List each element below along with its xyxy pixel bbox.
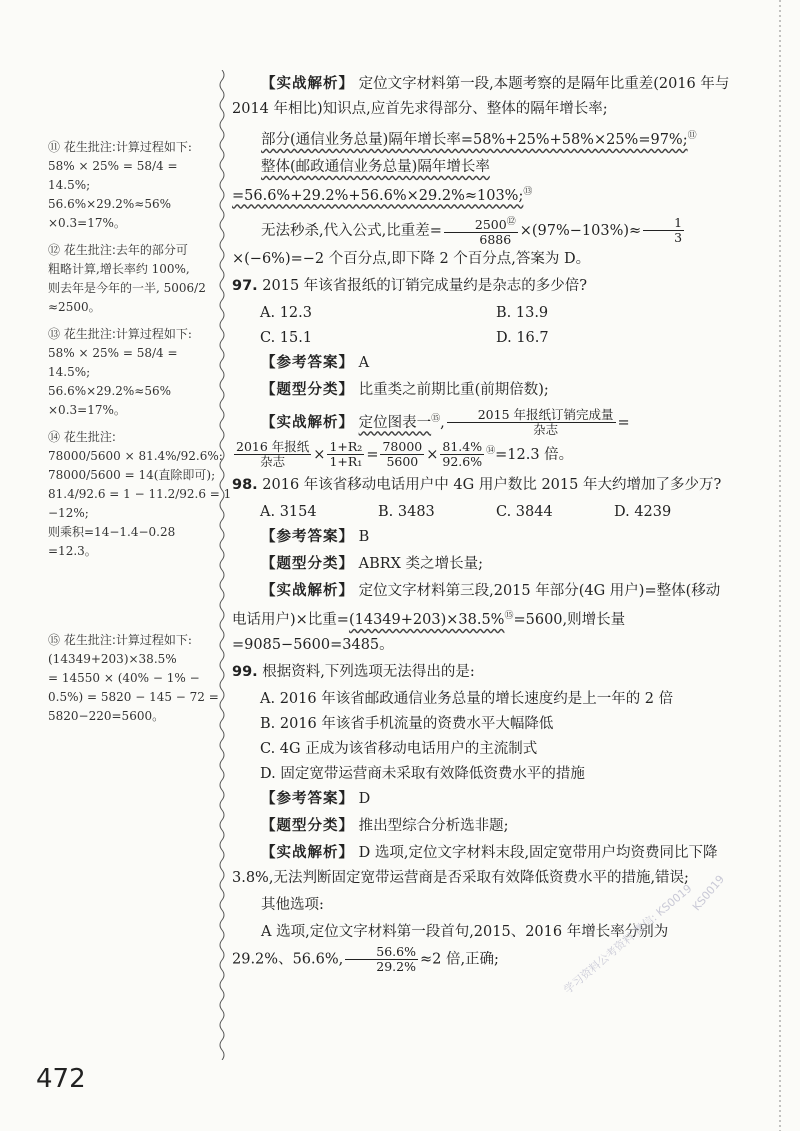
frac-numerator: 2016 年报纸 <box>236 439 310 455</box>
q99-stem <box>232 660 732 685</box>
q99-answer <box>232 787 732 812</box>
type-value: 比重类之前期比重(前期倍数); <box>358 381 549 398</box>
question-text: 根据资料,下列选项无法得出的是: <box>262 664 475 681</box>
frac-denominator: 1+R₁ <box>329 454 363 470</box>
q97-analysis <box>232 407 732 437</box>
times-sign: × <box>313 446 326 463</box>
ref-mark: ⑮ <box>431 413 441 424</box>
q97-type <box>232 378 732 403</box>
question-text: 2015 年该省报纸的订销完成量约是杂志的多少倍? <box>262 277 588 294</box>
q98-type <box>232 552 732 577</box>
q98-answer <box>232 525 732 550</box>
frac-denominator: 杂志 <box>533 422 559 438</box>
option: B. 2016 年该省手机流量的资费水平大幅降低 <box>260 716 554 733</box>
annotation-line: 58% × 25% = 58/4 = <box>48 159 178 173</box>
option: B. 13.9 <box>496 304 549 321</box>
q96-formula <box>232 215 732 272</box>
option: B. 3483 <box>378 504 435 521</box>
q98-analysis <box>232 579 732 658</box>
annotation-head: ⑭ 花生批注: <box>48 430 116 444</box>
frac-denominator: 92.6% <box>442 454 483 470</box>
frac-numerator: 81.4% <box>442 439 483 455</box>
ref-mark: ⑮ <box>504 611 514 622</box>
frac-denominator: 5600 <box>386 454 419 470</box>
q96-part-rate <box>232 124 732 153</box>
annotation-line: 81.4/92.6 = 1 − 11.2/92.6 = 1 <box>48 487 232 501</box>
annotation-line: 5820−220=5600。 <box>48 709 165 723</box>
q97-answer <box>232 351 732 376</box>
analysis-tag: 【实战解析】 <box>261 76 354 92</box>
type-tag: 【题型分类】 <box>261 381 354 398</box>
annotation-line: 计算过程如下: <box>115 327 192 341</box>
annotation-line: 14.5%; <box>48 178 91 192</box>
annotation-line: 78000/5600 = 14(直除即可); <box>48 468 216 482</box>
q96-analysis <box>232 72 732 122</box>
q99-option-a-analysis <box>232 920 732 974</box>
result-text: =12.3 倍。 <box>495 446 574 463</box>
answer-tag: 【参考答案】 <box>261 529 354 546</box>
q99-type <box>232 814 732 839</box>
annotation-line: 则乘积=14−1.4−0.28 <box>48 525 176 539</box>
equals-sign: = <box>366 446 379 463</box>
other-options-label: 其他选项: <box>261 897 324 914</box>
annotation-line: ×0.3=17%。 <box>48 216 126 230</box>
analysis-tag: 【实战解析】 <box>261 845 354 862</box>
frac-numerator: 1+R₂ <box>329 439 363 455</box>
analysis-text: A 选项,定位文字材料第一段首句,2015、2016 年增长率分别为 29.2%、56.6%, <box>232 924 669 968</box>
q97-options <box>232 301 732 351</box>
annotation-line: 粗略计算,增长率约 100%, <box>48 262 190 276</box>
frac-numerator: 78000 <box>382 439 423 455</box>
frac-numerator: 2015 年报纸订销完成量 <box>447 408 616 423</box>
frac-numerator: 56.6% <box>345 945 418 960</box>
watermark: KS0019 <box>690 872 728 914</box>
fraction <box>440 440 484 469</box>
q98-options <box>232 500 732 525</box>
annotation-line: 58% × 25% = 58/4 = <box>48 346 178 360</box>
annotation-head: ⑫ 花生批注: <box>48 243 116 257</box>
times-sign: × <box>426 446 439 463</box>
ref-mark: ⑪ <box>687 131 697 141</box>
option: A. 12.3 <box>260 304 312 321</box>
q98-stem <box>232 473 732 498</box>
annotation-note <box>48 631 218 726</box>
annotation-line: 去年的部分可 <box>115 243 188 257</box>
answer-value: B <box>358 529 370 546</box>
answer-tag: 【参考答案】 <box>261 791 354 808</box>
page-number: 472 <box>36 1064 86 1094</box>
fraction <box>380 440 424 469</box>
watermark: 学习资料公考资料 微信: KS0019 <box>561 881 695 997</box>
fraction <box>447 408 616 437</box>
annotation-line: 计算过程如下: <box>115 140 192 154</box>
type-value: ABRX 类之增长量; <box>358 556 483 573</box>
main-content <box>232 72 732 976</box>
analysis-tag: 【实战解析】 <box>261 583 354 600</box>
annotation-line: (14349+203)×38.5% <box>48 652 177 666</box>
type-value: 推出型综合分析选非题; <box>358 818 509 835</box>
q99-options <box>232 687 732 787</box>
annotation-note <box>48 241 218 317</box>
annotation-line: 56.6%×29.2%≈56% <box>48 384 172 398</box>
part-rate-line: 部分(通信业务总量)隔年增长率=58%+25%+58%×25%=97%; <box>261 131 688 148</box>
q97-calc <box>232 439 732 469</box>
type-tag: 【题型分类】 <box>261 818 354 835</box>
option: D. 16.7 <box>496 329 549 346</box>
fraction <box>345 945 418 974</box>
annotation-note <box>48 325 218 420</box>
annotation-line: 则去年是今年的一半, 5006/2 <box>48 281 206 295</box>
answer-tag: 【参考答案】 <box>261 354 354 371</box>
answer-value: D <box>358 791 371 808</box>
analysis-text: , <box>440 414 445 431</box>
annotation-head: ⑪ 花生批注: <box>48 140 116 154</box>
analysis-text: ≈2 倍,正确; <box>419 951 499 968</box>
fraction <box>234 440 311 469</box>
question-number: 98. <box>232 477 258 494</box>
annotation-note <box>48 428 232 561</box>
annotation-line: ×0.3=17%。 <box>48 403 126 417</box>
fraction <box>327 440 364 469</box>
ref-mark: ⑬ <box>523 186 533 197</box>
annotation-line: ≈2500。 <box>48 300 101 314</box>
annotation-line: 14.5%; <box>48 365 91 379</box>
annotation-head: ⑮ 花生批注: <box>48 633 116 647</box>
annotation-line: 计算过程如下: <box>115 633 192 647</box>
frac-denominator: 6886 <box>479 231 512 247</box>
question-number: 99. <box>232 664 258 681</box>
frac-numerator: 2500 <box>474 216 507 232</box>
answer-value: A <box>358 354 370 371</box>
option: D. 4239 <box>614 504 672 521</box>
annotation-line: −12%; <box>48 506 89 520</box>
option: C. 4G 正成为该省移动电话用户的主流制式 <box>260 741 538 758</box>
analysis-text: 定位文字材料第一段,本题考察的是隔年比重差(2016 年与 2014 年相比)知识点,应首先求得部分、整体的隔年增长率; <box>232 76 730 117</box>
column-divider <box>218 70 226 1060</box>
formula-text: ×(−6%)=−2 个百分点,即下降 2 个百分点,答案为 D。 <box>232 250 591 267</box>
frac-numerator: 1 <box>643 216 684 231</box>
annotation-note <box>48 138 218 233</box>
option: C. 3844 <box>496 504 553 521</box>
fraction <box>643 216 684 245</box>
analysis-text: 定位文字材料第三段,2015 年部分(4G 用户)=整体(移动电话用户)×比重= <box>232 583 721 629</box>
type-tag: 【题型分类】 <box>261 556 354 573</box>
annotation-line: 56.6%×29.2%≈56% <box>48 197 172 211</box>
analysis-calc: (14349+203)×38.5% <box>348 612 505 629</box>
q96-whole-rate <box>232 155 732 209</box>
formula-text: 无法秒杀,代入公式,比重差= <box>261 222 442 239</box>
analysis-text: 定位图表一 <box>358 414 432 431</box>
option: A. 2016 年该省邮政通信业务总量的增长速度约是上一年的 2 倍 <box>260 691 674 708</box>
annotation-line: = 14550 × (40% − 1% − <box>48 671 200 685</box>
option: D. 固定宽带运营商未采取有效降低资费水平的措施 <box>260 766 585 783</box>
annotation-line: =12.3。 <box>48 544 97 558</box>
fraction <box>444 215 518 247</box>
formula-text: ×(97%−103%)≈ <box>519 222 642 239</box>
whole-rate-line: 整体(邮政通信业务总量)隔年增长率=56.6%+29.2%+56.6%×29.2%≈103%; <box>232 158 524 204</box>
annotation-line: 78000/5600 × 81.4%/92.6%: <box>48 449 223 463</box>
q97-stem <box>232 274 732 299</box>
page-edge-line <box>778 0 782 1131</box>
option: A. 3154 <box>260 504 317 521</box>
frac-denominator: 3 <box>674 230 683 246</box>
analysis-tag: 【实战解析】 <box>261 414 354 431</box>
annotation-head: ⑬ 花生批注: <box>48 327 116 341</box>
question-number: 97. <box>232 277 258 294</box>
annotation-line: 0.5%) = 5820 − 145 − 72 = <box>48 690 219 704</box>
equals-sign: = <box>617 414 630 431</box>
ref-mark: ⑭ <box>486 446 496 457</box>
frac-denominator: 杂志 <box>260 454 286 470</box>
ref-mark: ⑫ <box>506 216 516 227</box>
frac-denominator: 29.2% <box>376 959 416 975</box>
analysis-text: D 选项,定位文字材料末段,固定宽带用户均资费同比下降 3.8%,无法判断固定宽带运营商是否采取有效降低资费水平的措施,错误; <box>232 845 718 887</box>
annotation-sidebar <box>48 138 232 734</box>
question-text: 2016 年该省移动电话用户中 4G 用户数比 2015 年大约增加了多少万? <box>262 477 722 494</box>
option: C. 15.1 <box>260 329 313 346</box>
analysis-text: =5600,则增长量=9085−5600=3485。 <box>232 612 626 654</box>
q99-analysis <box>232 841 732 891</box>
